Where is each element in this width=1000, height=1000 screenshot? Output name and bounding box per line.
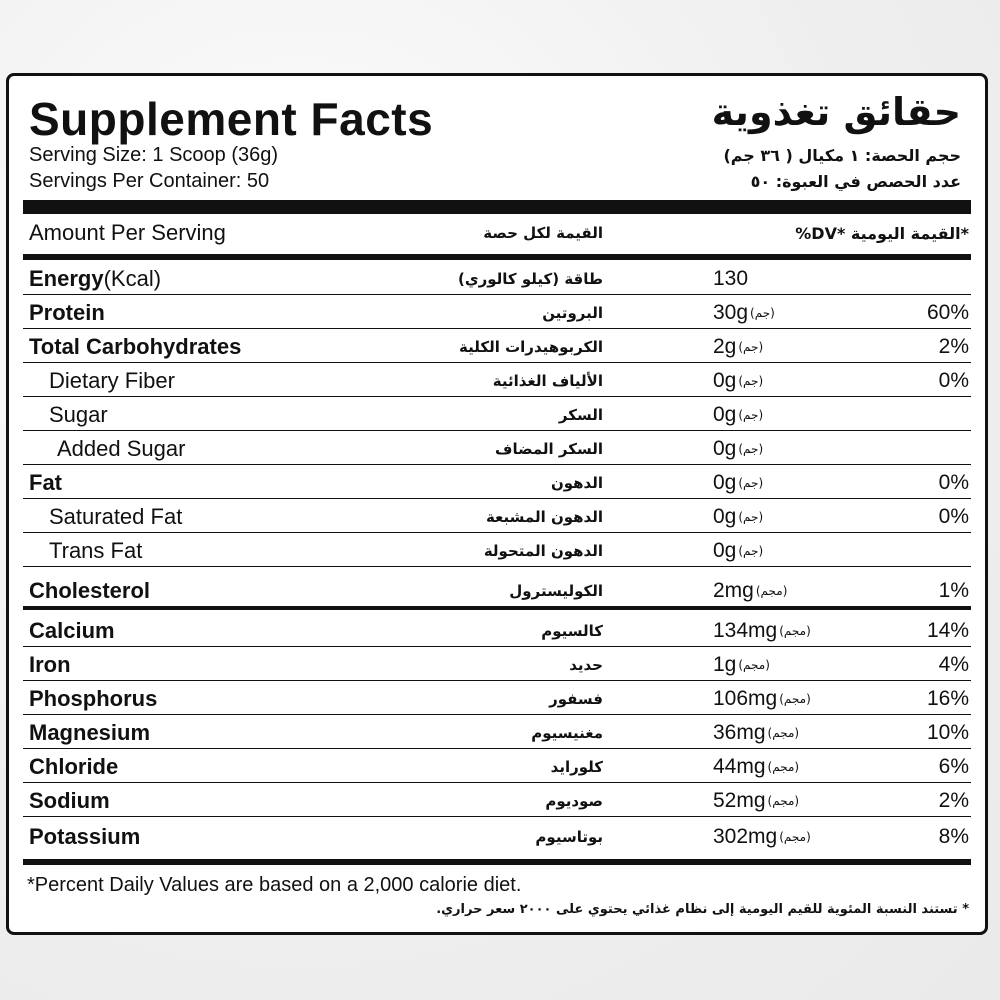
nutrient-amount — [713, 262, 750, 296]
servings-per-container-ar: عدد الحصص في العبوة: ٥٠ — [750, 172, 961, 191]
nutrient-dv: 6% — [938, 755, 969, 778]
thick-divider-top — [23, 200, 971, 214]
header-dv: *القيمة اليومية *DV% — [795, 223, 969, 243]
amount-unit: (جم) — [750, 306, 775, 320]
nutrient-name-ar: صوديوم — [545, 792, 603, 810]
amount-value: 302mg — [713, 825, 778, 848]
nutrient-amount — [713, 820, 811, 854]
nutrient-name-en — [29, 574, 150, 608]
amount-value: 0g — [713, 505, 737, 528]
nutrient-label: Energy — [29, 266, 104, 291]
amount-unit: (جم) — [738, 442, 764, 456]
nutrient-amount — [713, 682, 811, 716]
nutrient-name-ar: السكر المضاف — [495, 440, 603, 458]
header-amount-ar: القيمة لكل حصة — [483, 224, 603, 242]
nutrient-name-en — [29, 466, 62, 500]
amount-unit: (مجم) — [779, 692, 811, 706]
nutrient-name-en — [29, 820, 140, 854]
amount-unit: (جم) — [738, 408, 764, 422]
nutrient-dv: 2% — [938, 789, 969, 812]
table-row — [23, 398, 971, 432]
nutrient-dv: 0% — [938, 505, 969, 528]
nutrient-label: Potassium — [29, 824, 141, 849]
nutrient-name-ar: حديد — [569, 656, 603, 674]
nutrient-amount — [713, 500, 763, 534]
table-row — [23, 534, 971, 568]
table-row — [23, 330, 971, 364]
nutrient-name-en — [49, 364, 175, 398]
table-row — [23, 716, 971, 750]
nutrient-amount — [713, 648, 770, 682]
nutrient-name-ar: بوتاسيوم — [535, 828, 603, 846]
nutrient-dv: 60% — [926, 301, 969, 324]
nutrient-name-en — [49, 398, 108, 432]
amount-unit: (مجم) — [755, 584, 788, 598]
nutrient-amount — [713, 534, 763, 568]
nutrient-label: Saturated Fat — [49, 504, 183, 529]
row-divider — [23, 748, 971, 749]
row-divider — [23, 294, 971, 295]
nutrient-label: Dietary Fiber — [49, 368, 175, 393]
nutrient-name-en — [29, 648, 71, 682]
nutrient-name-ar: البروتين — [542, 304, 603, 322]
footnote-ar: * تستند النسبة المئوية للقيم اليومية إلى نظام غذائي يحتوي على ٢٠٠٠ سعر حراري. — [436, 902, 969, 917]
nutrient-label: Trans Fat — [49, 538, 143, 563]
row-divider — [23, 782, 971, 783]
nutrient-name-ar: الكربوهيدرات الكلية — [459, 338, 603, 356]
amount-value: 1g — [713, 653, 737, 676]
nutrient-amount — [713, 296, 775, 330]
row-divider — [23, 532, 971, 533]
amount-unit: (مجم) — [767, 760, 800, 774]
nutrient-label-suffix: (Kcal) — [103, 266, 162, 291]
nutrient-amount — [713, 784, 799, 818]
nutrient-label: Iron — [29, 652, 71, 677]
amount-unit: (مجم) — [779, 624, 811, 638]
row-divider — [23, 328, 971, 329]
footnote-en: *Percent Daily Values are based on a 2,000 calorie diet. — [27, 874, 522, 896]
nutrient-label: Sugar — [49, 402, 108, 427]
amount-value: 52mg — [713, 789, 766, 812]
nutrient-label: Fat — [29, 470, 62, 495]
amount-value: 36mg — [713, 721, 766, 744]
row-divider — [23, 396, 971, 397]
amount-unit: (جم) — [738, 374, 764, 388]
nutrient-name-en — [49, 500, 182, 534]
nutrient-name-en — [29, 784, 110, 818]
amount-value: 130 — [713, 267, 749, 290]
nutrient-amount — [713, 466, 763, 500]
nutrient-name-en — [29, 330, 241, 364]
header-amount-en: Amount Per Serving — [29, 220, 226, 245]
nutrient-label: Cholesterol — [29, 578, 151, 603]
table-row — [23, 574, 971, 608]
serving-size-ar: حجم الحصة: ١ مكيال ( ٣٦ جم) — [723, 146, 961, 165]
row-divider — [23, 362, 971, 363]
nutrient-amount — [713, 716, 799, 750]
table-row — [23, 364, 971, 398]
nutrient-name-ar: الدهون المشبعة — [485, 508, 603, 526]
table-row — [23, 500, 971, 534]
table-row — [23, 432, 971, 466]
amount-unit: (مجم) — [738, 658, 770, 672]
amount-value: 0g — [713, 539, 737, 562]
amount-value: 0g — [713, 369, 737, 392]
row-divider — [23, 680, 971, 681]
nutrient-name-ar: الدهون — [550, 474, 603, 492]
amount-value: 0g — [713, 437, 737, 460]
amount-unit: (مجم) — [767, 794, 800, 808]
nutrient-name-en — [57, 432, 185, 466]
row-divider — [23, 816, 971, 817]
nutrient-label: Magnesium — [29, 720, 151, 745]
nutrient-dv: 10% — [926, 721, 969, 744]
amount-unit: (جم) — [738, 544, 764, 558]
nutrient-dv: 0% — [938, 369, 969, 392]
nutrient-name-ar: طاقة (كيلو كالوري) — [458, 270, 603, 288]
thick-divider-bottom — [23, 859, 971, 865]
nutrient-amount — [713, 614, 811, 648]
nutrient-dv: 0% — [938, 471, 969, 494]
nutrient-label: Sodium — [29, 788, 110, 813]
nutrient-name-en — [29, 682, 157, 716]
nutrient-dv: 14% — [926, 619, 969, 642]
nutrient-amount — [713, 574, 787, 608]
nutrient-amount — [713, 398, 763, 432]
nutrient-label: Added Sugar — [57, 436, 186, 461]
nutrient-name-en — [29, 614, 115, 648]
amount-value: 0g — [713, 471, 737, 494]
nutrient-name-en — [29, 750, 118, 784]
nutrient-name-en — [29, 296, 105, 330]
amount-unit: (جم) — [738, 340, 764, 354]
nutrient-dv: 4% — [938, 653, 969, 676]
amount-value: 0g — [713, 403, 737, 426]
nutrient-name-ar: كالسيوم — [541, 622, 603, 640]
header-row — [23, 216, 971, 250]
amount-value: 2mg — [713, 579, 754, 602]
table-row — [23, 682, 971, 716]
table-row — [23, 750, 971, 784]
nutrient-amount — [713, 432, 763, 466]
nutrient-name-ar: الكوليسترول — [509, 582, 603, 600]
nutrient-amount — [713, 330, 763, 364]
amount-unit: (جم) — [738, 476, 764, 490]
serving-size-en: Serving Size: 1 Scoop (36g) — [29, 144, 279, 166]
nutrient-label: Chloride — [29, 754, 119, 779]
amount-value: 44mg — [713, 755, 766, 778]
nutrient-dv: 2% — [938, 335, 969, 358]
nutrient-label: Protein — [29, 300, 105, 325]
title-ar: حقائق تغذوية — [711, 90, 961, 134]
row-divider — [23, 430, 971, 431]
nutrient-name-ar: السكر — [558, 406, 603, 424]
amount-unit: (مجم) — [767, 726, 800, 740]
amount-value: 106mg — [713, 687, 778, 710]
nutrient-label: Calcium — [29, 618, 115, 643]
row-divider — [23, 646, 971, 647]
amount-unit: (مجم) — [779, 830, 811, 844]
table-row — [23, 296, 971, 330]
table-row — [23, 614, 971, 648]
row-divider — [23, 566, 971, 567]
row-divider — [23, 606, 971, 610]
nutrient-amount — [713, 750, 799, 784]
nutrient-amount — [713, 364, 763, 398]
title-en: Supplement Facts — [29, 93, 434, 145]
table-row — [23, 820, 971, 854]
table-row — [23, 466, 971, 500]
table-row — [23, 784, 971, 818]
row-divider — [23, 498, 971, 499]
table-row — [23, 262, 971, 296]
amount-unit: (جم) — [738, 510, 764, 524]
servings-per-container-en: Servings Per Container: 50 — [29, 170, 270, 192]
row-divider — [23, 464, 971, 465]
nutrient-name-en — [29, 716, 150, 750]
thick-divider-header — [23, 254, 971, 260]
nutrient-name-ar: فسفور — [549, 690, 603, 708]
amount-value: 2g — [713, 335, 737, 358]
row-divider — [23, 714, 971, 715]
nutrient-name-en — [49, 534, 142, 568]
supplement-facts-panel — [6, 73, 988, 935]
nutrient-name-ar: كلورايد — [550, 758, 603, 776]
table-row — [23, 648, 971, 682]
nutrient-label: Total Carbohydrates — [29, 334, 242, 359]
nutrient-dv: 1% — [938, 579, 969, 602]
nutrient-name-en — [29, 262, 161, 296]
nutrient-name-ar: مغنيسيوم — [531, 724, 603, 742]
nutrient-dv: 16% — [926, 687, 969, 710]
amount-value: 30g — [713, 301, 749, 324]
nutrient-name-ar: الدهون المتحولة — [483, 542, 603, 560]
nutrient-label: Phosphorus — [29, 686, 158, 711]
amount-value: 134mg — [713, 619, 778, 642]
nutrient-dv: 8% — [938, 825, 969, 848]
nutrient-name-ar: الألياف الغذائية — [492, 372, 603, 390]
